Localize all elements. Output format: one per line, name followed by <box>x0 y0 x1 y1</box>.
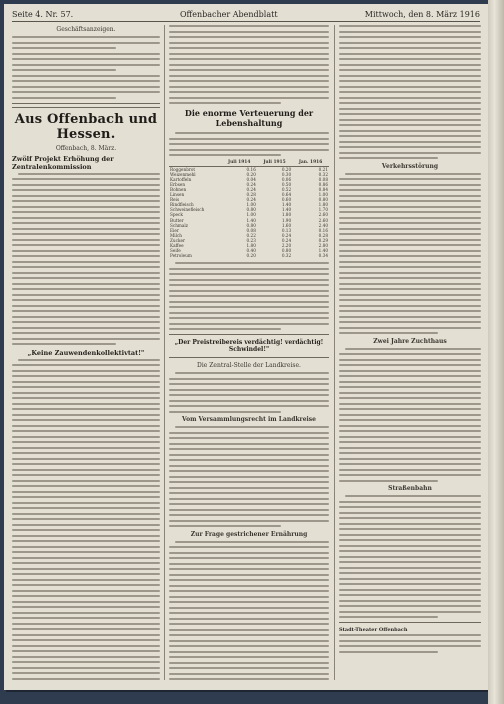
table-body <box>169 166 329 258</box>
story-intro <box>169 132 329 156</box>
table-cell-price: 0.64 <box>281 192 292 198</box>
section-title: Aus Offenbach und Hessen. <box>14 111 158 142</box>
table-cell-price: 0.28 <box>246 192 256 198</box>
table-cell-price: 1.00 <box>246 202 256 208</box>
table-cell-item: Rindfleisch <box>170 202 194 208</box>
story-body <box>339 173 481 335</box>
table-header <box>169 160 222 167</box>
adjacent-page-edge <box>488 0 504 704</box>
header-rule <box>12 21 480 22</box>
table-header: Jan. 1916 <box>292 160 329 167</box>
table-row <box>169 253 329 258</box>
table-cell-price: 0.16 <box>246 166 256 172</box>
table-cell-price: 0.50 <box>281 181 292 187</box>
table-cell-item: Zucker <box>170 237 185 243</box>
header-page-number: Seite 4. Nr. 57. <box>12 10 74 19</box>
table-cell-price: 0.80 <box>281 248 292 254</box>
table-cell-price: 2.60 <box>318 212 328 218</box>
table-cell-price: 0.80 <box>318 197 328 203</box>
divider <box>169 357 329 358</box>
story-body <box>169 262 329 330</box>
table-cell-price: 1.60 <box>281 222 292 228</box>
table-cell-item: Schmalz <box>170 222 188 228</box>
story-title: „Keine Zauwendenkollektivtat!" <box>27 348 145 357</box>
table-cell-price: 1.70 <box>318 207 328 213</box>
header-date: Mittwoch, den 8. März 1916 <box>364 10 480 19</box>
ads-text <box>12 36 160 99</box>
page-header <box>12 9 480 21</box>
table-cell-price: 0.23 <box>246 237 256 243</box>
table-cell-price: 0.08 <box>318 176 328 182</box>
table-cell-price: 0.22 <box>246 232 256 238</box>
story-title: Zwölf Projekt Erhöhung der Zentralenkommission <box>12 154 114 171</box>
table-cell-price: 0.52 <box>281 186 292 192</box>
table-cell-price: 0.08 <box>246 227 256 233</box>
story-body <box>169 372 329 413</box>
story-body <box>169 25 329 104</box>
table-cell-item: Reis <box>170 197 180 203</box>
table-cell-price: 0.13 <box>281 227 292 233</box>
table-cell-item: Butter <box>170 217 184 223</box>
table-cell-price: 0.21 <box>318 166 328 172</box>
section-divider <box>12 103 160 108</box>
table-cell-price: 0.60 <box>281 197 292 203</box>
table-cell-price: 0.30 <box>281 171 292 177</box>
table-cell-price: 0.20 <box>246 171 256 177</box>
table-cell-price: 0.29 <box>318 237 328 243</box>
table-cell-price: 2.80 <box>318 243 328 248</box>
story-body <box>12 359 160 683</box>
table-cell-price: 1.40 <box>281 207 292 213</box>
table-cell-item: Weizenmehl <box>170 171 196 177</box>
price-table <box>169 160 329 259</box>
section-dateline: Offenbach, 8. März. <box>55 144 117 152</box>
table-cell-price: 0.32 <box>318 171 328 177</box>
table-cell-price: 0.24 <box>246 181 256 187</box>
story-body <box>169 541 329 682</box>
story-title: Die enorme Verteuerung der Lebenshaltung <box>184 108 314 128</box>
table-cell-item: Petroleum <box>170 253 192 259</box>
table-cell-item: Erbsen <box>170 181 186 187</box>
table-cell-price: 1.00 <box>246 212 256 218</box>
table-cell-price: 0.34 <box>318 253 328 259</box>
theater-label: Stadt-Theater Offenbach <box>339 627 408 633</box>
story-subheading: Straßenbahn <box>388 485 432 492</box>
story-subheading: Zur Frage gestrichener Ernährung <box>190 530 308 538</box>
table-cell-price: 0.20 <box>246 253 256 259</box>
table-cell-price: 0.24 <box>246 197 256 203</box>
header-masthead: Offenbacher Abendblatt <box>180 10 278 19</box>
table-cell-price: 2.20 <box>281 243 292 248</box>
ads-heading: Geschäftsanzeigen. <box>56 26 116 33</box>
table-cell-price: 1.00 <box>318 192 328 198</box>
story-subheading: Die Zentral-Stelle der Landkreise. <box>197 362 301 370</box>
table-cell-price: 2.40 <box>318 222 328 228</box>
table-cell-price: 1.40 <box>246 217 256 223</box>
column-rule <box>164 25 165 680</box>
table-cell-price: 2.60 <box>318 217 328 223</box>
table-cell-item: Roggenbrot <box>170 166 196 172</box>
table-cell-item: Kartoffeln <box>170 176 192 182</box>
newspaper-sheet <box>4 4 488 690</box>
table-cell-price: 1.80 <box>318 202 328 208</box>
table-cell-price: 0.32 <box>281 253 292 259</box>
column-3 <box>339 25 481 682</box>
table-cell-item: Milch <box>170 232 183 238</box>
table-cell-price: 0.20 <box>281 166 292 172</box>
table-cell-price: 0.80 <box>246 207 256 213</box>
table-cell-price: 1.40 <box>318 248 328 254</box>
column-2 <box>169 25 329 682</box>
table-cell-item: Speck <box>170 212 183 218</box>
story-body <box>12 173 160 346</box>
table-cell-price: 1.40 <box>281 202 292 208</box>
divider <box>169 334 329 335</box>
table-cell-item: Eier <box>170 227 179 233</box>
table-header: Juli 1915 <box>257 160 292 167</box>
table-header: Juli 1914 <box>222 160 257 167</box>
table-cell-price: 0.24 <box>281 232 292 238</box>
table-cell-price: 1.80 <box>246 243 256 248</box>
table-cell-price: 0.28 <box>318 232 328 238</box>
story-body <box>339 495 481 618</box>
table-cell-item: Kaffee <box>170 243 184 248</box>
story-subheading: Verkehrsstörung <box>381 162 439 170</box>
column-rule <box>334 25 335 680</box>
table-cell-price: 0.16 <box>318 227 328 233</box>
story-title: „Der Preistreibereis verdächtig! verdächtig! Schwindel!" <box>174 339 324 354</box>
table-cell-item: Schweinefleisch <box>170 207 205 213</box>
table-cell-price: 0.24 <box>281 237 292 243</box>
table-cell-price: 1.90 <box>281 217 292 223</box>
divider <box>339 622 481 623</box>
table-cell-price: 0.84 <box>318 186 328 192</box>
table-cell-price: 0.40 <box>246 248 256 254</box>
story-subheading: Zwei Jahre Zuchthaus <box>373 337 447 345</box>
table-cell-price: 0.04 <box>246 176 256 182</box>
story-body <box>339 348 481 482</box>
table-cell-price: 1.80 <box>281 212 292 218</box>
table-cell-price: 0.06 <box>281 176 292 182</box>
table-cell-item: Bohnen <box>170 186 187 192</box>
story-body <box>339 25 481 159</box>
story-subheading: Vom Versammlungsrecht im Landkreise <box>181 416 316 424</box>
table-cell-price: 0.24 <box>246 186 256 192</box>
table-cell-price: 0.86 <box>318 181 328 187</box>
story-body <box>169 426 329 527</box>
theater-text <box>339 634 481 653</box>
table-cell-item: Seife <box>170 248 181 254</box>
column-1 <box>12 25 160 682</box>
table-cell-item: Linsen <box>170 192 185 198</box>
table-cell-price: 0.80 <box>246 222 256 228</box>
